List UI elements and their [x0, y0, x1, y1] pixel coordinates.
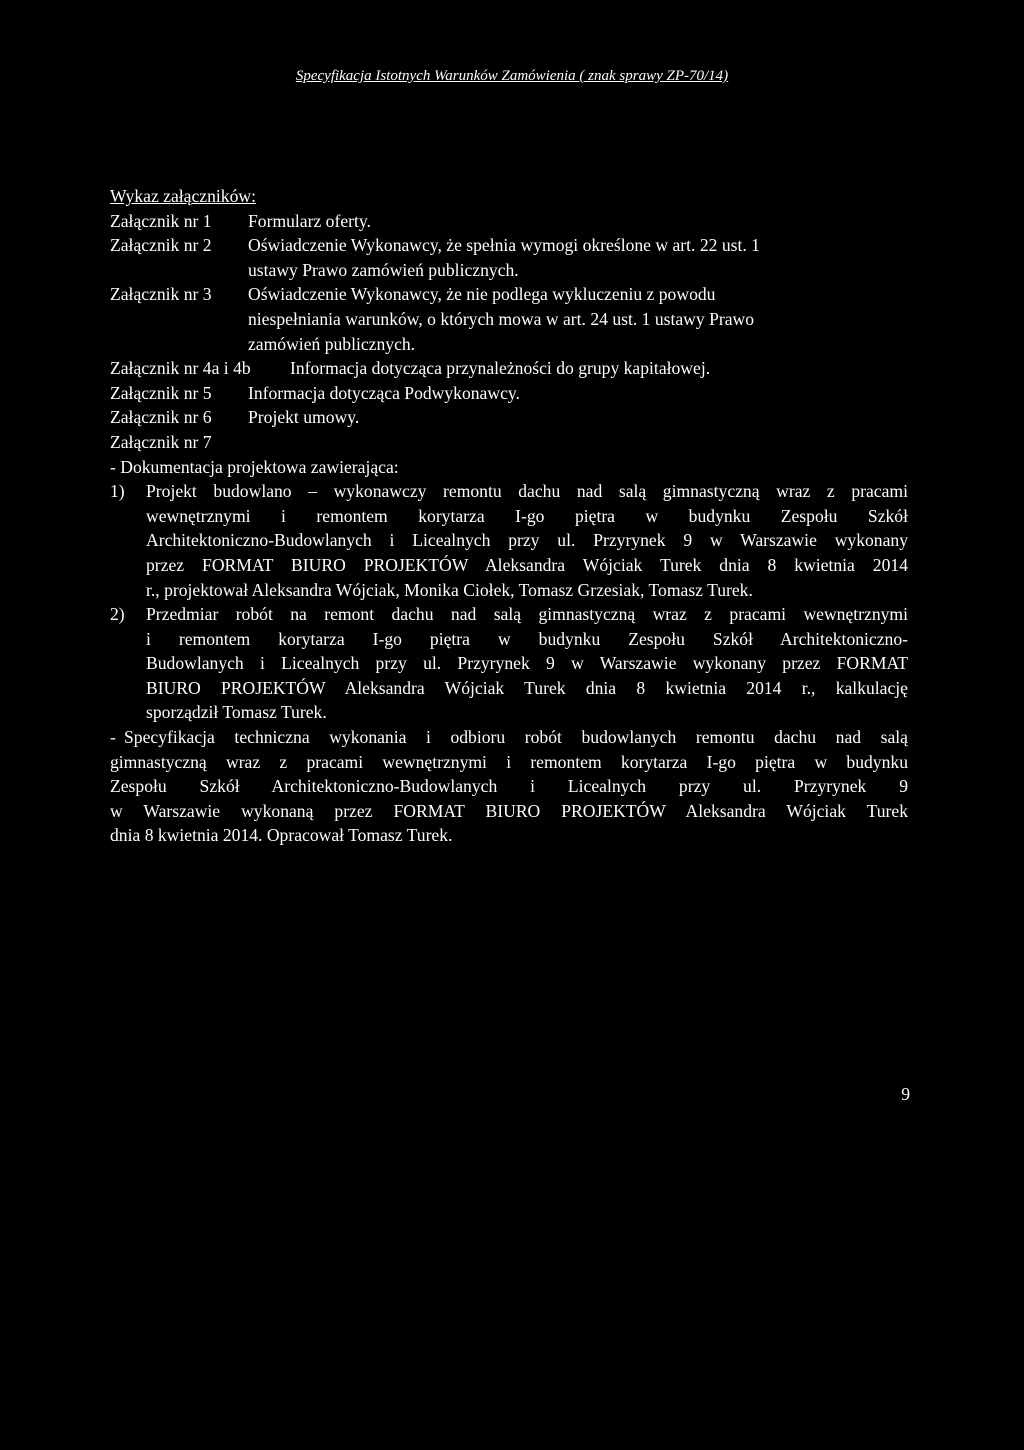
attachment-label: Załącznik nr 2	[110, 235, 212, 256]
description-line: Oświadczenie Wykonawcy, że spełnia wymogi określone w art. 22 ust. 1	[248, 235, 760, 256]
specification-dash: -	[110, 727, 116, 748]
page-header: Specyfikacja Istotnych Warunków Zamówienia ( znak sprawy ZP-70/14)	[295, 68, 729, 84]
item-text	[146, 479, 908, 602]
specification-line: Zespołu Szkół Architektoniczno-Budowlanych i Licealnych przy ul. Przyrynek 9	[110, 776, 908, 797]
item-line: sporządził Tomasz Turek.	[146, 702, 327, 723]
attachment-label: Załącznik nr 3	[110, 284, 212, 305]
item-number: 1)	[110, 481, 125, 502]
attachment-3	[110, 282, 908, 356]
attachments-list-title: Wykaz załączników:	[110, 186, 256, 206]
specification-continuation	[110, 750, 908, 848]
description-line: zamówień publicznych.	[248, 333, 416, 354]
specification-line: w Warszawie wykonaną przez FORMAT BIURO PROJEKTÓW Aleksandra Wójciak Turek	[110, 800, 908, 821]
description-line: Oświadczenie Wykonawcy, że nie podlega wykluczeniu z powodu	[248, 284, 716, 305]
attachment-label: Załącznik nr 5	[110, 382, 212, 403]
attachment-label: Załącznik nr 4a i 4b	[110, 358, 251, 379]
document-body	[110, 184, 908, 848]
attachment-description: Formularz oferty.	[248, 210, 371, 231]
attachment-description: Informacja dotycząca Podwykonawcy.	[248, 382, 520, 403]
item-line: wewnętrznymi i remontem korytarza I-go piętra w budynku Zespołu Szkół	[146, 505, 908, 526]
item-line: przez FORMAT BIURO PROJEKTÓW Aleksandra Wójciak Turek dnia 8 kwietnia 2014	[146, 554, 908, 575]
attachment-description: Informacja dotycząca przynależności do grupy kapitałowej.	[290, 358, 711, 379]
documentation-heading: - Dokumentacja projektowa zawierająca:	[110, 456, 399, 477]
attachment-2	[110, 233, 908, 282]
attachment-description: Projekt umowy.	[248, 407, 360, 428]
item-line: Przedmiar robót na remont dachu nad salą gimnastyczną wraz z pracami wewnętrznymi	[146, 604, 908, 625]
item-number: 2)	[110, 604, 125, 625]
attachment-label: Załącznik nr 6	[110, 407, 212, 428]
specification-item	[110, 725, 908, 750]
attachment-label: Załącznik nr 7	[110, 431, 212, 452]
attachment-7	[110, 430, 908, 455]
description-line: ustawy Prawo zamówień publicznych.	[248, 259, 519, 280]
item-line: BIURO PROJEKTÓW Aleksandra Wójciak Turek dnia 8 kwietnia 2014 r., kalkulację	[146, 677, 908, 698]
item-line: Architektoniczno-Budowlanych i Licealnych przy ul. Przyrynek 9 w Warszawie wykonany	[146, 530, 908, 551]
attachment-6	[110, 405, 908, 430]
item-line: Projekt budowlano – wykonawczy remontu dachu nad salą gimnastyczną wraz z pracami	[146, 481, 908, 502]
item-line: r., projektował Aleksandra Wójciak, Monika Ciołek, Tomasz Grzesiak, Tomasz Turek.	[146, 579, 753, 600]
description-line: niespełniania warunków, o których mowa w art. 24 ust. 1 ustawy Prawo	[248, 308, 755, 329]
item-line: i remontem korytarza I-go piętra w budynku Zespołu Szkół Architektoniczno-	[146, 628, 908, 649]
documentation-item-2	[110, 602, 908, 725]
attachment-4	[110, 356, 908, 381]
attachment-description	[248, 282, 908, 356]
item-text	[146, 602, 908, 725]
page-number: 9	[901, 1084, 910, 1104]
specification-line: dnia 8 kwietnia 2014. Opracował Tomasz Turek.	[110, 825, 453, 846]
documentation-item-1	[110, 479, 908, 602]
attachment-5	[110, 381, 908, 406]
specification-text	[124, 725, 908, 750]
specification-line: Specyfikacja techniczna wykonania i odbioru robót budowlanych remontu dachu nad salą	[124, 727, 908, 748]
item-line: Budowlanych i Licealnych przy ul. Przyrynek 9 w Warszawie wykonany przez FORMAT	[146, 653, 908, 674]
attachment-label: Załącznik nr 1	[110, 210, 212, 231]
specification-line: gimnastyczną wraz z pracami wewnętrznymi i remontem korytarza I-go piętra w budynku	[110, 751, 908, 772]
attachment-1	[110, 209, 908, 234]
attachment-description	[248, 233, 908, 282]
